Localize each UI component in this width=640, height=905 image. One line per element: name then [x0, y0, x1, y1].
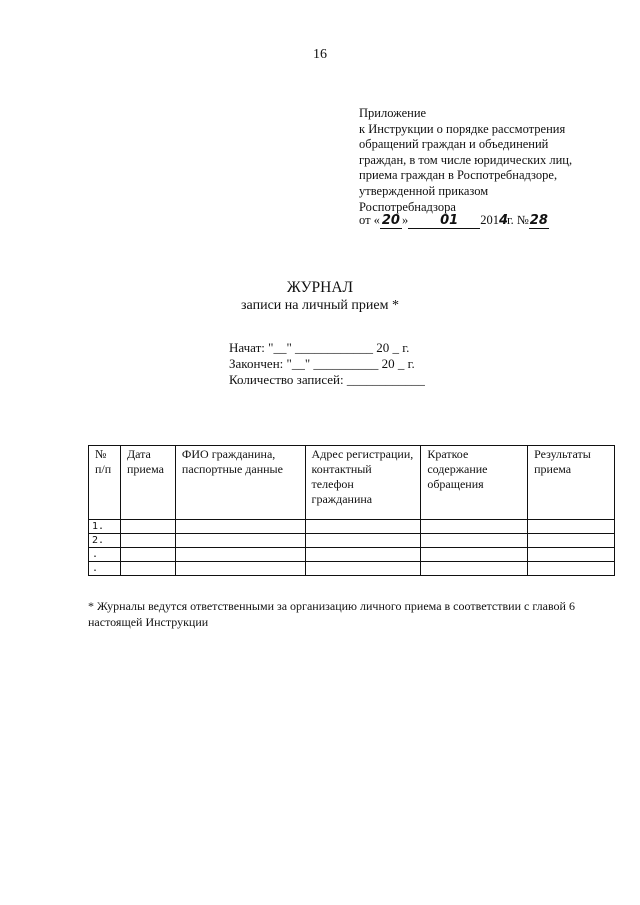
handwritten-year-digit: 4	[498, 213, 508, 228]
footnote: * Журналы ведутся ответственными за организацию личного приема в соответствии с главой 6 настоящей Инструкции	[88, 599, 575, 629]
appendix-header	[359, 106, 619, 215]
header-summary: Краткое содержание обращения	[421, 446, 528, 520]
journal-subtitle: записи на личный прием *	[241, 298, 399, 313]
appendix-line: к Инструкции о порядке рассмотрения	[359, 121, 566, 136]
record-count-label: Количество записей:	[229, 372, 344, 387]
finished-line: Закончен: "__" __________ 20 _ г.	[229, 356, 415, 371]
started-line: Начат: "__" ____________ 20 _ г.	[229, 340, 410, 355]
date-prefix: от «	[359, 213, 380, 227]
appendix-line: граждан, в том числе юридических лиц,	[359, 152, 573, 167]
table-row	[89, 520, 615, 534]
appendix-line: Приложение	[359, 106, 427, 120]
journal-title: ЖУРНАЛ	[286, 279, 354, 296]
header-results: Результаты приема	[528, 446, 615, 520]
year-prefix: 201	[480, 213, 499, 227]
header-number: № п/п	[89, 446, 121, 520]
handwritten-day: 20	[381, 213, 400, 228]
approval-date-line	[359, 213, 549, 229]
appendix-line: обращений граждан и объединений	[359, 137, 549, 152]
row-number: 1.	[89, 520, 121, 534]
table-row	[89, 534, 615, 548]
date-close: »	[401, 213, 409, 227]
row-number: 2.	[89, 534, 121, 548]
row-number: .	[89, 548, 121, 562]
handwritten-order-number: 28	[529, 213, 548, 228]
appendix-line: утвержденной приказом	[359, 183, 489, 198]
order-label: г. №	[506, 213, 529, 227]
header-full-name: ФИО гражданина, паспортные данные	[175, 446, 305, 520]
header-address: Адрес регистрации, контактный телефон гражданина	[305, 446, 421, 520]
table-row	[89, 562, 615, 576]
journal-table	[88, 445, 615, 576]
record-count-blank: ____________	[346, 372, 425, 387]
handwritten-month: 01	[432, 213, 466, 229]
appendix-line: приема граждан в Роспотребнадзоре,	[359, 168, 558, 183]
table-header-row	[89, 446, 615, 520]
row-number: .	[89, 562, 121, 576]
record-count-line	[229, 372, 425, 388]
header-date: Дата приема	[120, 446, 175, 520]
page-number: 16	[313, 47, 327, 62]
appendix-line: Роспотребнадзора	[359, 199, 456, 214]
table-row	[89, 548, 615, 562]
